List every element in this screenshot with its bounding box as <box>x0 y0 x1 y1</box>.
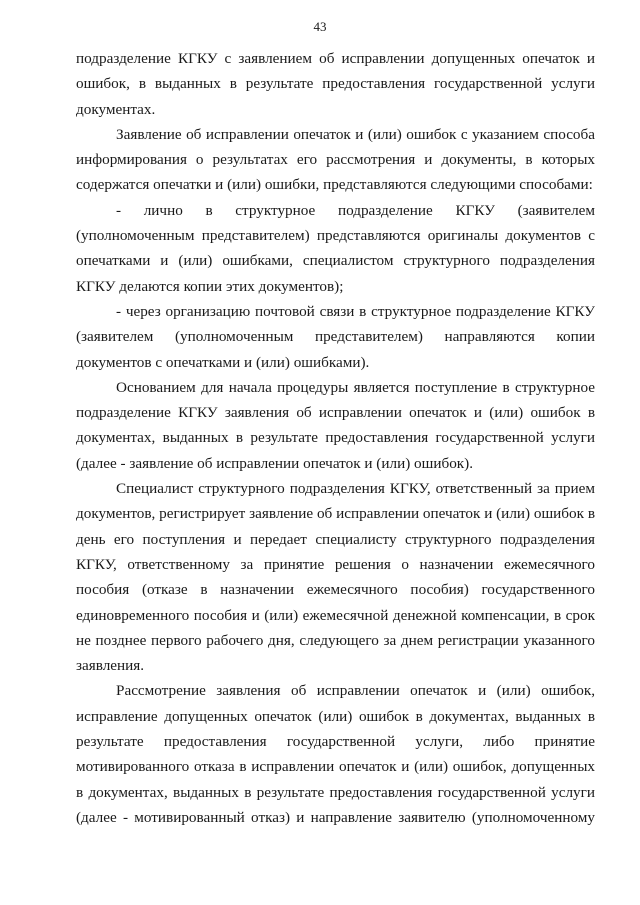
text-line: - лично в структурное подразделение КГКУ (заявителем <box>116 201 595 219</box>
text-line: информирования о результатах его рассмотрения и документы, в которых <box>76 151 595 169</box>
text-line: результате предоставления государственной услуги, либо принятие <box>76 733 595 751</box>
text-line: не позднее первого рабочего дня, следующего за днем регистрации указанного <box>76 631 595 649</box>
text-line: документах. <box>76 100 156 118</box>
text-line: единовременного пособия и (или) ежемесячной денежной компенсации, в срок <box>76 606 595 624</box>
text-line: КГКУ делаются копии этих документов); <box>76 277 344 295</box>
text-line: документов с опечатками и (или) ошибками). <box>76 353 370 371</box>
text-line: Основанием для начала процедуры является поступление в структурное <box>116 378 595 396</box>
document-body <box>76 46 595 830</box>
text-line: подразделение КГКУ заявления об исправлении опечаток и (или) ошибок в <box>76 404 595 422</box>
text-line: (уполномоченным представителем) представляются оригиналы документов с <box>76 227 595 245</box>
text-line: опечатками и (или) ошибками, специалистом структурного подразделения <box>76 252 595 270</box>
text-line: в документах, выданных в результате предоставления государственной услуги <box>76 783 595 801</box>
text-line: документах, выданных в результате предоставления государственной услуги <box>76 429 595 447</box>
text-line: день его поступления и передает специалисту структурного подразделения <box>76 530 595 548</box>
text-line: подразделение КГКУ с заявлением об исправлении допущенных опечаток и <box>76 50 595 67</box>
text-line: (заявителем (уполномоченным представителем) направляются копии <box>76 328 595 346</box>
text-line: документов, регистрирует заявление об исправлении опечаток и (или) ошибок в <box>76 505 595 523</box>
text-line: исправление допущенных опечаток (или) ошибок в документах, выданных в <box>76 707 595 725</box>
text-line: Заявление об исправлении опечаток и (или) ошибок с указанием способа <box>116 125 595 143</box>
text-line: пособия (отказе в назначении ежемесячного пособия) государственного <box>76 581 595 599</box>
text-line: ошибок, в выданных в результате предоставления государственной услуги <box>76 75 595 93</box>
page-number: 43 <box>313 19 327 34</box>
text-line: содержатся опечатки и (или) ошибки, представляются следующими способами: <box>76 176 593 194</box>
text-line: - через организацию почтовой связи в структурное подразделение КГКУ <box>116 302 595 320</box>
text-line: Рассмотрение заявления об исправлении опечаток и (или) ошибок, <box>116 682 595 700</box>
text-line: (далее - мотивированный отказ) и направление заявителю (уполномоченному <box>76 808 595 826</box>
text-line: Специалист структурного подразделения КГКУ, ответственный за прием <box>116 480 595 498</box>
text-line: заявления. <box>76 657 145 675</box>
text-line: мотивированного отказа в исправлении опечаток и (или) ошибок, допущенных <box>76 758 595 776</box>
text-line: КГКУ, ответственному за принятие решения о назначении ежемесячного <box>76 555 595 573</box>
text-line: (далее - заявление об исправлении опечаток и (или) ошибок). <box>76 454 474 472</box>
